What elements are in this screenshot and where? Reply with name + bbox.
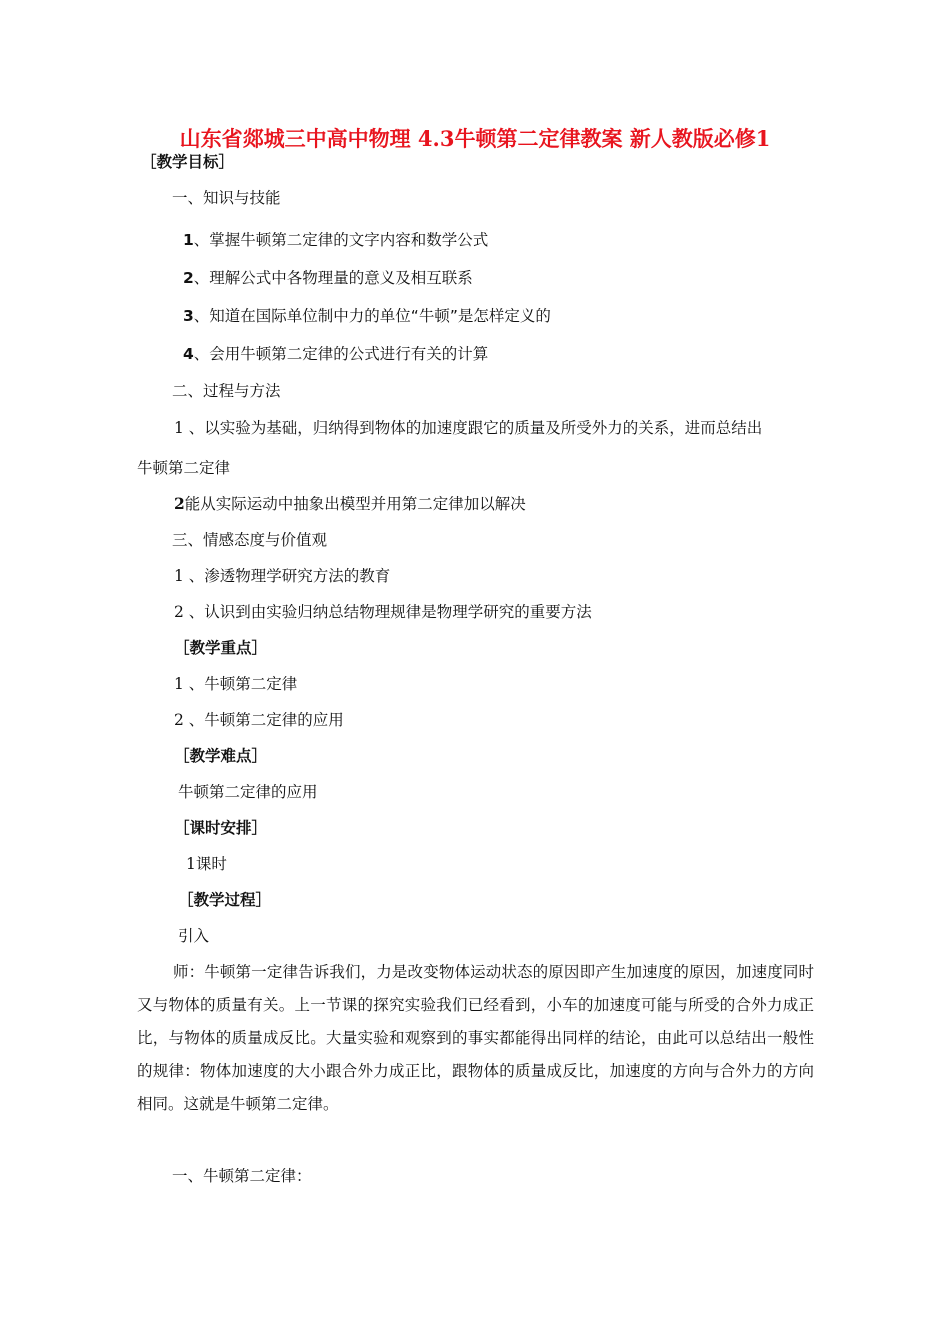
difficult-text: 牛顿第二定律的应用 [178,783,318,801]
s1-item-4 [183,344,488,364]
section-3-title: 三、情感态度与价值观 [172,531,328,549]
s2-item-1-line-1: 1 、以实验为基础，归纳得到物体的加速度跟它的质量及所受外力的关系，进而总结出 [174,419,763,437]
s1-item-1-num: 1 [183,231,194,249]
s3-item-2: 2 、认识到由实验归纳总结物理规律是物理学研究的重要方法 [174,603,592,621]
s2-item-2 [174,494,526,514]
key-item-2: 2 、牛顿第二定律的应用 [174,711,344,729]
goals-header: ［教学目标］ [141,153,235,171]
key-item-1: 1 、牛顿第二定律 [174,675,298,693]
process-header: ［教学过程］ [178,891,272,909]
s1-item-3-text: 、知道在国际单位制中力的单位“牛顿”是怎样定义的 [193,307,551,325]
section-1-title: 一、知识与技能 [172,189,281,207]
key-points-header: ［教学重点］ [174,639,268,657]
s1-item-4-num: 4 [183,345,194,363]
s2-item-1-line-2: 牛顿第二定律 [137,459,231,477]
s1-item-1-text: 、掌握牛顿第二定律的文字内容和数学公式 [193,231,489,249]
s2-item-2-text: 能从实际运动中抽象出模型并用第二定律加以解决 [184,495,526,513]
s1-item-3 [183,306,551,326]
s1-item-4-text: 、会用牛顿第二定律的公式进行有关的计算 [193,345,489,363]
teacher-paragraph: 师：牛顿第一定律告诉我们，力是改变物体运动状态的原因即产生加速度的原因，加速度同时又与物体的质量有关。上一节课的探究实验我们已经看到，小车的加速度可能与所受的合外力成正比，与物体的质量成反比。大量实验和观察到的事实都能得出同样的结论，由此可以总结出一般性的规律：物体加速度的大小跟合外力成正比，跟物体的质量成反比，加速度的方向与合外力的方向相同。这就是牛顿第二定律。 [137,963,814,1113]
schedule-header: ［课时安排］ [174,819,268,837]
section-2-title: 二、过程与方法 [172,382,281,400]
s2-item-2-num: 2 [174,494,185,513]
s1-item-2 [183,268,473,288]
s1-item-2-text: 、理解公式中各物理量的意义及相互联系 [193,269,473,287]
s1-item-3-num: 3 [183,307,194,325]
schedule-text: 1课时 [186,855,227,873]
s3-item-1: 1 、渗透物理学研究方法的教育 [174,567,391,585]
intro-label: 引入 [178,927,210,945]
difficult-points-header: ［教学难点］ [174,747,268,765]
document-title: 山东省郯城三中高中物理 4.3牛顿第二定律教案 新人教版必修1 [179,126,771,151]
s1-item-1 [183,230,488,250]
s1-item-2-num: 2 [183,269,194,287]
section-newton-second-law: 一、牛顿第二定律： [172,1167,312,1185]
